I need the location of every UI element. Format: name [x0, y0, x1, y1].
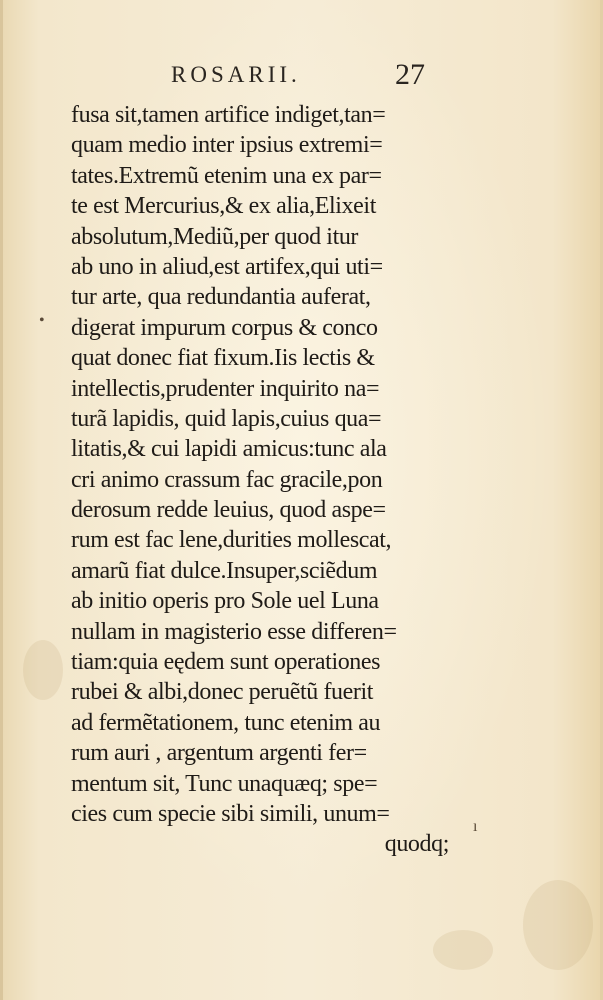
text-line: rum auri , argentum argenti fer= — [71, 740, 367, 767]
page-header — [3, 58, 603, 98]
text-line: intellectis,prudenter inquirito na= — [71, 375, 380, 402]
text-line: turã lapidis, quid lapis,cuius qua= — [71, 405, 382, 432]
text-line: rum est fac lene,durities mollescat, — [71, 527, 392, 554]
text-line: amarũ fiat dulce.Insuper,sciẽdum — [71, 557, 378, 584]
text-line: tur arte, qua redundantia auferat, — [71, 284, 371, 311]
text-line: te est Mercurius,& ex alia,Elixeit — [71, 193, 376, 220]
margin-mark: • — [39, 312, 45, 329]
text-line: tates.Extremũ etenim una ex par= — [71, 162, 382, 189]
text-line: quat donec fiat fixum.Iis lectis & — [71, 345, 375, 372]
text-line: ad fermẽtationem, tunc etenim au — [71, 709, 381, 736]
text-line: rubei & albi,donec peruẽtũ fuerit — [71, 679, 374, 706]
catchword: quodq; — [384, 831, 449, 858]
text-line: ab uno in aliud,est artifex,qui uti= — [71, 253, 383, 280]
text-line: litatis,& cui lapidi amicus:tunc ala — [71, 436, 387, 463]
margin-mark: ı — [473, 818, 478, 835]
text-line: quam medio inter ipsius extremi= — [71, 132, 383, 159]
text-line: tiam:quia eędem sunt operationes — [71, 649, 381, 676]
text-line: nullam in magisterio esse differen= — [71, 618, 397, 645]
text-line: cri animo crassum fac gracile,pon — [71, 466, 383, 493]
text-line: mentum sit, Tunc unaquæq; spe= — [71, 770, 378, 797]
text-line: fusa sit,tamen artifice indiget,tan= — [71, 102, 386, 128]
paper-stain — [433, 930, 493, 970]
paper-stain — [523, 880, 593, 970]
running-head: ROSARII. — [171, 62, 301, 87]
text-block — [71, 100, 451, 860]
text-line: ab initio operis pro Sole uel Luna — [71, 588, 379, 615]
text-line: cies cum specie sibi simili, unum= — [71, 800, 390, 827]
text-line: derosum redde leuius, quod aspe= — [71, 497, 386, 524]
paper-stain — [23, 640, 63, 700]
text-line: absolutum,Mediũ,per quod itur — [71, 223, 359, 250]
page-number: 27 — [395, 58, 425, 91]
text-line: digerat impurum corpus & conco — [71, 314, 378, 341]
